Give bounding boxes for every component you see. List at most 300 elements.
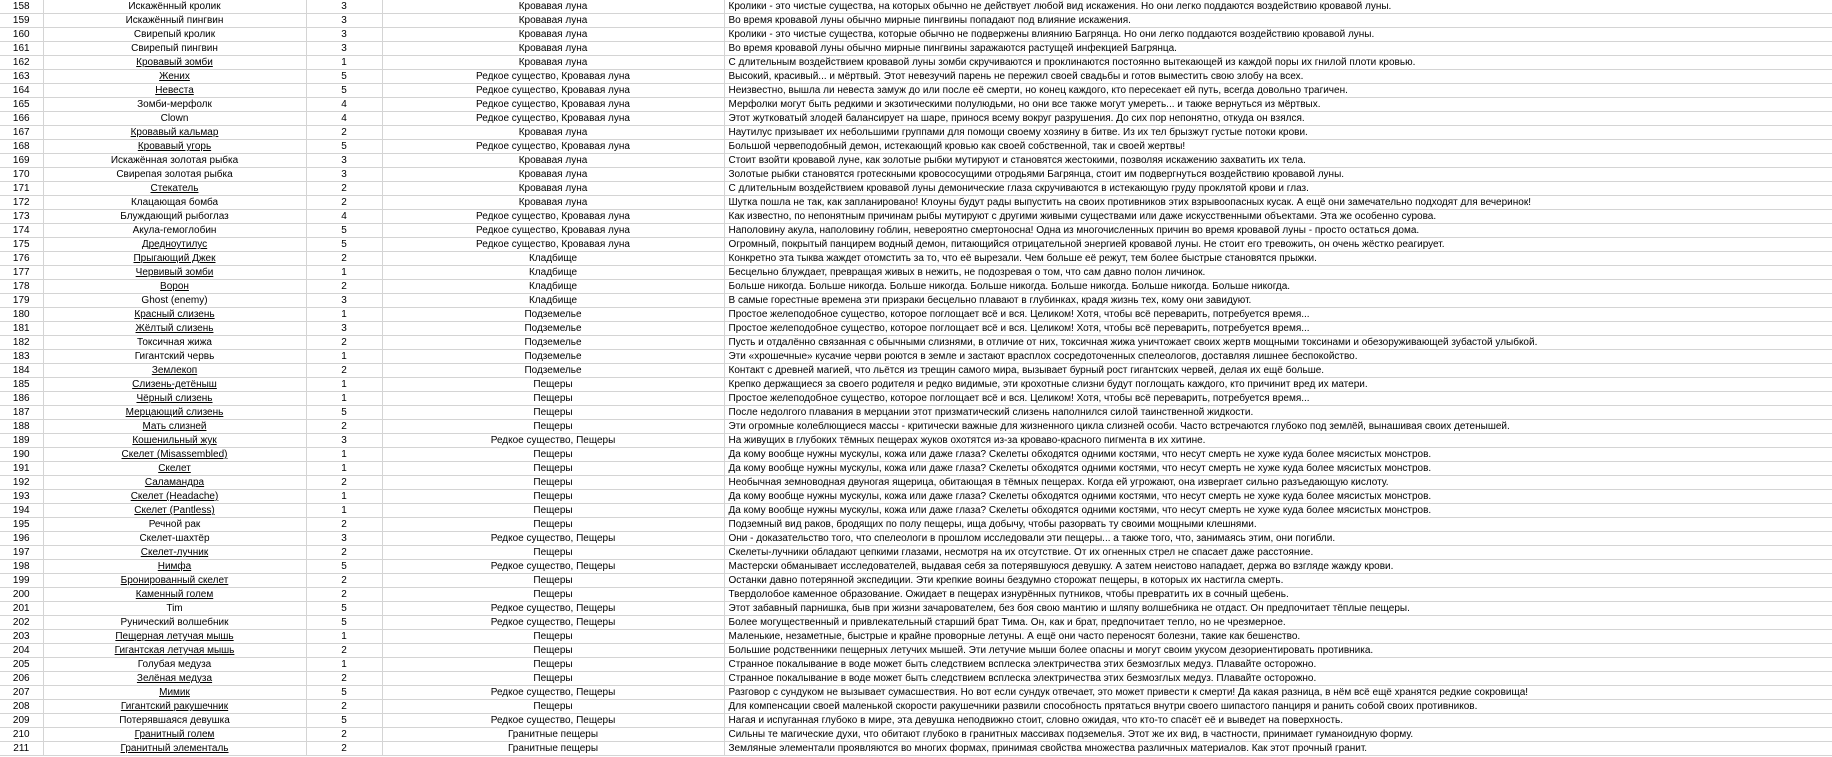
creature-name-cell[interactable] bbox=[43, 378, 306, 392]
creature-name-cell[interactable] bbox=[43, 420, 306, 434]
tier-cell[interactable]: 2 bbox=[306, 518, 382, 532]
creature-name-cell[interactable]: Речной рак bbox=[43, 518, 306, 532]
creature-name-cell[interactable] bbox=[43, 686, 306, 700]
row-id-cell[interactable]: 168 bbox=[0, 140, 43, 154]
creature-name-cell[interactable] bbox=[43, 504, 306, 518]
description-cell[interactable]: Простое желеподобное существо, которое поглощает всё и вся. Целиком! Хотя, чтобы всё переварить, потребуется время... bbox=[724, 392, 1832, 406]
creature-link[interactable]: Мимик bbox=[159, 687, 190, 698]
row-id-cell[interactable]: 205 bbox=[0, 658, 43, 672]
tier-cell[interactable]: 2 bbox=[306, 336, 382, 350]
tier-cell[interactable]: 1 bbox=[306, 490, 382, 504]
tier-cell[interactable]: 1 bbox=[306, 266, 382, 280]
creature-link[interactable]: Кровавый кальмар bbox=[130, 127, 219, 138]
creature-link[interactable]: Гигантский ракушечник bbox=[120, 701, 229, 712]
creature-link[interactable]: Скелет (Pantless) bbox=[134, 505, 215, 516]
description-cell[interactable]: Нагая и испуганная глубоко в мире, эта девушка неподвижно стоит, словно ожидая, что кто-то спасёт её и выведет на поверхность. bbox=[724, 714, 1832, 728]
row-id-cell[interactable]: 170 bbox=[0, 168, 43, 182]
biome-cell[interactable]: Пещеры bbox=[382, 476, 724, 490]
tier-cell[interactable]: 5 bbox=[306, 616, 382, 630]
creature-name-cell[interactable]: Потерявшаяся девушка bbox=[43, 714, 306, 728]
row-id-cell[interactable]: 175 bbox=[0, 238, 43, 252]
row-id-cell[interactable]: 185 bbox=[0, 378, 43, 392]
row-id-cell[interactable]: 186 bbox=[0, 392, 43, 406]
creature-name-cell[interactable]: Искажённая золотая рыбка bbox=[43, 154, 306, 168]
row-id-cell[interactable]: 173 bbox=[0, 210, 43, 224]
creature-link[interactable]: Слизень-детёныш bbox=[132, 379, 217, 390]
creature-name-cell[interactable] bbox=[43, 182, 306, 196]
biome-cell[interactable]: Пещеры bbox=[382, 504, 724, 518]
description-cell[interactable]: Конкретно эта тыква жаждет отомстить за то, что её вырезали. Чем больше её режут, тем более быстрые становятся прыжки. bbox=[724, 252, 1832, 266]
creature-name-cell[interactable] bbox=[43, 70, 306, 84]
biome-cell[interactable]: Кровавая луна bbox=[382, 196, 724, 210]
description-cell[interactable]: Да кому вообще нужны мускулы, кожа или даже глаза? Скелеты обходятся одними костями, что несут смерть не хуже куда более мясистых монстров. bbox=[724, 462, 1832, 476]
row-id-cell[interactable]: 196 bbox=[0, 532, 43, 546]
creature-link[interactable]: Мерцающий слизень bbox=[125, 407, 224, 418]
creature-name-cell[interactable] bbox=[43, 728, 306, 742]
creature-name-cell[interactable]: Гигантский червь bbox=[43, 350, 306, 364]
description-cell[interactable]: Бесцельно блуждает, превращая живых в нежить, не подозревая о том, что сам давно полон личинок. bbox=[724, 266, 1832, 280]
tier-cell[interactable]: 2 bbox=[306, 196, 382, 210]
biome-cell[interactable]: Редкое существо, Пещеры bbox=[382, 532, 724, 546]
creature-link[interactable]: Жених bbox=[159, 71, 190, 82]
creature-name-cell[interactable]: Клацающая бомба bbox=[43, 196, 306, 210]
description-cell[interactable]: Маленькие, незаметные, быстрые и крайне проворные летуны. А ещё они часто переносят болезни, такие как бешенство. bbox=[724, 630, 1832, 644]
biome-cell[interactable]: Пещеры bbox=[382, 518, 724, 532]
creature-name-cell[interactable] bbox=[43, 490, 306, 504]
biome-cell[interactable]: Кровавая луна bbox=[382, 182, 724, 196]
creature-link[interactable]: Кровавый угорь bbox=[137, 141, 212, 152]
description-cell[interactable]: Твердолобое каменное образование. Ожидает в пещерах изнурённых путников, чтобы превратить их в сочный щебень. bbox=[724, 588, 1832, 602]
tier-cell[interactable]: 3 bbox=[306, 154, 382, 168]
description-cell[interactable]: Разговор с сундуком не вызывает сумасшествия. Но вот если сундук отвечает, это может привести к смерти! Да какая разница, в нём всё ещё хранятся редкие сокровища! bbox=[724, 686, 1832, 700]
creature-name-cell[interactable] bbox=[43, 574, 306, 588]
creature-link[interactable]: Каменный голем bbox=[135, 589, 214, 600]
creature-name-cell[interactable] bbox=[43, 252, 306, 266]
tier-cell[interactable]: 2 bbox=[306, 252, 382, 266]
tier-cell[interactable]: 4 bbox=[306, 98, 382, 112]
description-cell[interactable]: Пусть и отдалённо связанная с обычными слизнями, в отличие от них, токсичная жижа уничтожает своих жертв мощными токсинами и обезоруживающей зубастой улыбкой. bbox=[724, 336, 1832, 350]
biome-cell[interactable]: Пещеры bbox=[382, 462, 724, 476]
tier-cell[interactable]: 5 bbox=[306, 560, 382, 574]
row-id-cell[interactable]: 188 bbox=[0, 420, 43, 434]
tier-cell[interactable]: 3 bbox=[306, 42, 382, 56]
description-cell[interactable]: Неизвестно, вышла ли невеста замуж до или после её смерти, но конец каждого, кто пересекает ей путь, всегда довольно трагичен. bbox=[724, 84, 1832, 98]
creature-name-cell[interactable]: Свирепый пингвин bbox=[43, 42, 306, 56]
biome-cell[interactable]: Кровавая луна bbox=[382, 126, 724, 140]
creature-name-cell[interactable] bbox=[43, 462, 306, 476]
biome-cell[interactable]: Подземелье bbox=[382, 322, 724, 336]
biome-cell[interactable]: Пещеры bbox=[382, 490, 724, 504]
tier-cell[interactable]: 1 bbox=[306, 392, 382, 406]
row-id-cell[interactable]: 166 bbox=[0, 112, 43, 126]
row-id-cell[interactable]: 159 bbox=[0, 14, 43, 28]
biome-cell[interactable]: Пещеры bbox=[382, 700, 724, 714]
creature-name-cell[interactable]: Свирепая золотая рыбка bbox=[43, 168, 306, 182]
creature-link[interactable]: Скелет bbox=[158, 463, 191, 474]
tier-cell[interactable]: 1 bbox=[306, 504, 382, 518]
row-id-cell[interactable]: 174 bbox=[0, 224, 43, 238]
biome-cell[interactable]: Пещеры bbox=[382, 420, 724, 434]
creature-name-cell[interactable]: Акула-гемоглобин bbox=[43, 224, 306, 238]
biome-cell[interactable]: Пещеры bbox=[382, 378, 724, 392]
biome-cell[interactable]: Кровавая луна bbox=[382, 154, 724, 168]
creature-name-cell[interactable] bbox=[43, 308, 306, 322]
description-cell[interactable]: Подземный вид раков, бродящих по полу пещеры, ища добычу, чтобы разорвать ту своими мощными клешнями. bbox=[724, 518, 1832, 532]
creature-name-cell[interactable]: Ghost (enemy) bbox=[43, 294, 306, 308]
tier-cell[interactable]: 3 bbox=[306, 434, 382, 448]
creature-name-cell[interactable] bbox=[43, 434, 306, 448]
creature-name-cell[interactable]: Рунический волшебник bbox=[43, 616, 306, 630]
description-cell[interactable]: Золотые рыбки становятся гротескными кровососущими отродьями Багрянца, стоит им подвергнуться воздействию кровавой луны. bbox=[724, 168, 1832, 182]
row-id-cell[interactable]: 180 bbox=[0, 308, 43, 322]
tier-cell[interactable]: 3 bbox=[306, 294, 382, 308]
row-id-cell[interactable]: 163 bbox=[0, 70, 43, 84]
row-id-cell[interactable]: 169 bbox=[0, 154, 43, 168]
row-id-cell[interactable]: 191 bbox=[0, 462, 43, 476]
biome-cell[interactable]: Редкое существо, Кровавая луна bbox=[382, 98, 724, 112]
creature-link[interactable]: Червивый зомби bbox=[135, 267, 214, 278]
creature-link[interactable]: Бронированный скелет bbox=[120, 575, 229, 586]
creature-link[interactable]: Скелет (Misassembled) bbox=[121, 449, 228, 460]
description-cell[interactable]: Большие родственники пещерных летучих мышей. Эти летучие мыши более опасны и могут своим укусом дезориентировать противника. bbox=[724, 644, 1832, 658]
row-id-cell[interactable]: 209 bbox=[0, 714, 43, 728]
row-id-cell[interactable]: 171 bbox=[0, 182, 43, 196]
tier-cell[interactable]: 2 bbox=[306, 182, 382, 196]
description-cell[interactable]: Да кому вообще нужны мускулы, кожа или даже глаза? Скелеты обходятся одними костями, что несут смерть не хуже куда более мясистых монстров. bbox=[724, 490, 1832, 504]
creature-link[interactable]: Мать слизней bbox=[142, 421, 207, 432]
description-cell[interactable]: В самые горестные времена эти призраки бесцельно плавают в глубинках, крадя жизнь тех, кому они завидуют. bbox=[724, 294, 1832, 308]
tier-cell[interactable]: 3 bbox=[306, 0, 382, 14]
description-cell[interactable]: Простое желеподобное существо, которое поглощает всё и вся. Целиком! Хотя, чтобы всё переварить, потребуется время... bbox=[724, 322, 1832, 336]
tier-cell[interactable]: 5 bbox=[306, 602, 382, 616]
description-cell[interactable]: С длительным воздействием кровавой луны зомби скручиваются и проклинаются постоянно вытекающей из каждой поры их гнилой плоти кровью. bbox=[724, 56, 1832, 70]
biome-cell[interactable]: Подземелье bbox=[382, 350, 724, 364]
creature-link[interactable]: Чёрный слизень bbox=[136, 393, 213, 404]
description-cell[interactable]: Больше никогда. Больше никогда. Больше никогда. Больше никогда. Больше никогда. Больше никогда. Больше никогда. bbox=[724, 280, 1832, 294]
biome-cell[interactable]: Подземелье bbox=[382, 336, 724, 350]
creature-link[interactable]: Гигантская летучая мышь bbox=[114, 645, 235, 656]
creature-name-cell[interactable] bbox=[43, 280, 306, 294]
row-id-cell[interactable]: 177 bbox=[0, 266, 43, 280]
creature-link[interactable]: Кошенильный жук bbox=[132, 435, 217, 446]
tier-cell[interactable]: 2 bbox=[306, 742, 382, 756]
row-id-cell[interactable]: 202 bbox=[0, 616, 43, 630]
biome-cell[interactable]: Редкое существо, Пещеры bbox=[382, 560, 724, 574]
row-id-cell[interactable]: 182 bbox=[0, 336, 43, 350]
creature-name-cell[interactable] bbox=[43, 364, 306, 378]
biome-cell[interactable]: Редкое существо, Кровавая луна bbox=[382, 210, 724, 224]
creature-link[interactable]: Дредноутилус bbox=[141, 239, 208, 250]
row-id-cell[interactable]: 189 bbox=[0, 434, 43, 448]
row-id-cell[interactable]: 208 bbox=[0, 700, 43, 714]
description-cell[interactable]: Странное покалывание в воде может быть следствием всплеска электричества этих безмозглых медуз. Плавайте осторожно. bbox=[724, 672, 1832, 686]
creature-name-cell[interactable] bbox=[43, 742, 306, 756]
description-cell[interactable]: Останки давно потерянной экспедиции. Эти крепкие воины бездумно сторожат пещеры, в которых их настигла смерть. bbox=[724, 574, 1832, 588]
creature-name-cell[interactable] bbox=[43, 56, 306, 70]
description-cell[interactable]: Большой червеподобный демон, истекающий кровью как своей собственной, так и своей жертвы! bbox=[724, 140, 1832, 154]
tier-cell[interactable]: 5 bbox=[306, 224, 382, 238]
row-id-cell[interactable]: 207 bbox=[0, 686, 43, 700]
tier-cell[interactable]: 1 bbox=[306, 56, 382, 70]
creature-name-cell[interactable] bbox=[43, 322, 306, 336]
creature-link[interactable]: Скелет-лучник bbox=[140, 547, 209, 558]
row-id-cell[interactable]: 172 bbox=[0, 196, 43, 210]
row-id-cell[interactable]: 164 bbox=[0, 84, 43, 98]
biome-cell[interactable]: Кровавая луна bbox=[382, 14, 724, 28]
creature-name-cell[interactable] bbox=[43, 140, 306, 154]
row-id-cell[interactable]: 195 bbox=[0, 518, 43, 532]
description-cell[interactable]: Шутка пошла не так, как запланировано! Клоуны будут рады выпустить на своих противников этих взрывоопасных кусак. А ещё они замечательно подходят для вечеринок! bbox=[724, 196, 1832, 210]
biome-cell[interactable]: Пещеры bbox=[382, 448, 724, 462]
row-id-cell[interactable]: 187 bbox=[0, 406, 43, 420]
creature-name-cell[interactable]: Искажённый пингвин bbox=[43, 14, 306, 28]
creature-name-cell[interactable] bbox=[43, 448, 306, 462]
description-cell[interactable]: Высокий, красивый... и мёртвый. Этот невезучий парень не пережил своей свадьбы и готов выместить свою злобу на всех. bbox=[724, 70, 1832, 84]
tier-cell[interactable]: 2 bbox=[306, 420, 382, 434]
tier-cell[interactable]: 2 bbox=[306, 476, 382, 490]
biome-cell[interactable]: Редкое существо, Пещеры bbox=[382, 602, 724, 616]
biome-cell[interactable]: Редкое существо, Кровавая луна bbox=[382, 70, 724, 84]
creature-link[interactable]: Землекоп bbox=[151, 365, 198, 376]
row-id-cell[interactable]: 184 bbox=[0, 364, 43, 378]
creature-name-cell[interactable]: Clown bbox=[43, 112, 306, 126]
creature-name-cell[interactable] bbox=[43, 392, 306, 406]
tier-cell[interactable]: 2 bbox=[306, 672, 382, 686]
creature-name-cell[interactable] bbox=[43, 238, 306, 252]
description-cell[interactable]: Огромный, покрытый панцирем водный демон, питающийся отрицательной энергией кровавой луны. Не стоит его тревожить, он очень жёстко реагирует. bbox=[724, 238, 1832, 252]
biome-cell[interactable]: Редкое существо, Кровавая луна bbox=[382, 140, 724, 154]
row-id-cell[interactable]: 193 bbox=[0, 490, 43, 504]
description-cell[interactable]: Да кому вообще нужны мускулы, кожа или даже глаза? Скелеты обходятся одними костями, что несут смерть не хуже куда более мясистых монстров. bbox=[724, 448, 1832, 462]
row-id-cell[interactable]: 165 bbox=[0, 98, 43, 112]
tier-cell[interactable]: 1 bbox=[306, 462, 382, 476]
row-id-cell[interactable]: 194 bbox=[0, 504, 43, 518]
row-id-cell[interactable]: 181 bbox=[0, 322, 43, 336]
creature-name-cell[interactable] bbox=[43, 630, 306, 644]
description-cell[interactable]: Мерфолки могут быть редкими и экзотическими полулюдьми, но они все также могут умереть... и также вернуться из мёртвых. bbox=[724, 98, 1832, 112]
row-id-cell[interactable]: 179 bbox=[0, 294, 43, 308]
biome-cell[interactable]: Редкое существо, Кровавая луна bbox=[382, 238, 724, 252]
description-cell[interactable]: Да кому вообще нужны мускулы, кожа или даже глаза? Скелеты обходятся одними костями, что несут смерть не хуже куда более мясистых монстров. bbox=[724, 504, 1832, 518]
biome-cell[interactable]: Подземелье bbox=[382, 308, 724, 322]
creature-link[interactable]: Жёлтый слизень bbox=[135, 323, 214, 334]
biome-cell[interactable]: Пещеры bbox=[382, 406, 724, 420]
biome-cell[interactable]: Пещеры bbox=[382, 644, 724, 658]
tier-cell[interactable]: 2 bbox=[306, 574, 382, 588]
tier-cell[interactable]: 1 bbox=[306, 448, 382, 462]
biome-cell[interactable]: Пещеры bbox=[382, 588, 724, 602]
row-id-cell[interactable]: 178 bbox=[0, 280, 43, 294]
row-id-cell[interactable]: 199 bbox=[0, 574, 43, 588]
tier-cell[interactable]: 5 bbox=[306, 714, 382, 728]
tier-cell[interactable]: 1 bbox=[306, 378, 382, 392]
creature-name-cell[interactable] bbox=[43, 644, 306, 658]
description-cell[interactable]: Странное покалывание в воде может быть следствием всплеска электричества этих безмозглых медуз. Плавайте осторожно. bbox=[724, 658, 1832, 672]
creature-name-cell[interactable] bbox=[43, 588, 306, 602]
creature-name-cell[interactable] bbox=[43, 560, 306, 574]
biome-cell[interactable]: Гранитные пещеры bbox=[382, 728, 724, 742]
description-cell[interactable]: Скелеты-лучники обладают цепкими глазами, несмотря на их отсутствие. От их огненных стрел не спасает даже расстояние. bbox=[724, 546, 1832, 560]
row-id-cell[interactable]: 158 bbox=[0, 0, 43, 14]
row-id-cell[interactable]: 210 bbox=[0, 728, 43, 742]
creature-link[interactable]: Красный слизень bbox=[134, 309, 215, 320]
tier-cell[interactable]: 2 bbox=[306, 728, 382, 742]
tier-cell[interactable]: 2 bbox=[306, 700, 382, 714]
row-id-cell[interactable]: 190 bbox=[0, 448, 43, 462]
row-id-cell[interactable]: 206 bbox=[0, 672, 43, 686]
creature-link[interactable]: Скелет (Headache) bbox=[130, 491, 219, 502]
row-id-cell[interactable]: 198 bbox=[0, 560, 43, 574]
biome-cell[interactable]: Пещеры bbox=[382, 392, 724, 406]
description-cell[interactable]: Эти огромные колеблющиеся массы - критически важные для жизненного цикла слизней особи. Часто встречаются глубоко под землёй, вынашивая своих детенышей. bbox=[724, 420, 1832, 434]
row-id-cell[interactable]: 162 bbox=[0, 56, 43, 70]
biome-cell[interactable]: Кровавая луна bbox=[382, 0, 724, 14]
creature-link[interactable]: Нимфа bbox=[157, 561, 192, 572]
tier-cell[interactable]: 5 bbox=[306, 686, 382, 700]
description-cell[interactable]: Земляные элементали проявляются во многих формах, принимая свойства множества различных материалов. Как этот прочный гранит. bbox=[724, 742, 1832, 756]
biome-cell[interactable]: Редкое существо, Пещеры bbox=[382, 616, 724, 630]
description-cell[interactable]: Стоит взойти кровавой луне, как золотые рыбки мутируют и становятся жестокими, позволяя искажению захватить их тела. bbox=[724, 154, 1832, 168]
description-cell[interactable]: Наполовину акула, наполовину гоблин, невероятно смертоносна! Одна из многочисленных причин во время кровавой луны - просто остаться дома. bbox=[724, 224, 1832, 238]
creature-link[interactable]: Саламандра bbox=[144, 477, 205, 488]
creature-name-cell[interactable]: Скелет-шахтёр bbox=[43, 532, 306, 546]
creature-link[interactable]: Пещерная летучая мышь bbox=[115, 631, 234, 642]
creature-link[interactable]: Ворон bbox=[160, 281, 189, 292]
biome-cell[interactable]: Редкое существо, Кровавая луна bbox=[382, 112, 724, 126]
description-cell[interactable]: Кролики - это чистые существа, на которых обычно не действует любой вид искажения. Но они легко поддаются воздействию кровавой луны. bbox=[724, 0, 1832, 14]
row-id-cell[interactable]: 161 bbox=[0, 42, 43, 56]
tier-cell[interactable]: 5 bbox=[306, 84, 382, 98]
description-cell[interactable]: Сильны те магические духи, что обитают глубоко в гранитных массивах подземелья. Этот же их вид, в частности, принимает гуманоидную форму. bbox=[724, 728, 1832, 742]
biome-cell[interactable]: Кладбище bbox=[382, 280, 724, 294]
tier-cell[interactable]: 5 bbox=[306, 406, 382, 420]
description-cell[interactable]: Необычная земноводная двуногая ящерица, обитающая в тёмных пещерах. Когда ей угрожают, она извергает сильно разъедающую кислоту. bbox=[724, 476, 1832, 490]
tier-cell[interactable]: 3 bbox=[306, 532, 382, 546]
creature-link[interactable]: Гранитный голем bbox=[134, 729, 215, 740]
creature-name-cell[interactable]: Голубая медуза bbox=[43, 658, 306, 672]
creature-name-cell[interactable] bbox=[43, 700, 306, 714]
tier-cell[interactable]: 5 bbox=[306, 70, 382, 84]
row-id-cell[interactable]: 167 bbox=[0, 126, 43, 140]
row-id-cell[interactable]: 176 bbox=[0, 252, 43, 266]
tier-cell[interactable]: 2 bbox=[306, 644, 382, 658]
creature-link[interactable]: Стекатель bbox=[150, 183, 199, 194]
row-id-cell[interactable]: 203 bbox=[0, 630, 43, 644]
biome-cell[interactable]: Пещеры bbox=[382, 658, 724, 672]
biome-cell[interactable]: Кладбище bbox=[382, 294, 724, 308]
tier-cell[interactable]: 4 bbox=[306, 210, 382, 224]
description-cell[interactable]: Как известно, по непонятным причинам рыбы мутируют с другими живыми существами или даже искусственными объектами. Эта же особенно сурова. bbox=[724, 210, 1832, 224]
biome-cell[interactable]: Кровавая луна bbox=[382, 28, 724, 42]
biome-cell[interactable]: Пещеры bbox=[382, 630, 724, 644]
tier-cell[interactable]: 1 bbox=[306, 350, 382, 364]
biome-cell[interactable]: Кладбище bbox=[382, 252, 724, 266]
creature-name-cell[interactable]: Tim bbox=[43, 602, 306, 616]
tier-cell[interactable]: 1 bbox=[306, 658, 382, 672]
tier-cell[interactable]: 5 bbox=[306, 140, 382, 154]
tier-cell[interactable]: 1 bbox=[306, 308, 382, 322]
description-cell[interactable]: Наутилус призывает их небольшими группами для помощи своему хозяину в битве. Из их тел брызжут густые потоки крови. bbox=[724, 126, 1832, 140]
tier-cell[interactable]: 4 bbox=[306, 112, 382, 126]
biome-cell[interactable]: Редкое существо, Кровавая луна bbox=[382, 224, 724, 238]
creature-name-cell[interactable]: Искажённый кролик bbox=[43, 0, 306, 14]
tier-cell[interactable]: 3 bbox=[306, 322, 382, 336]
tier-cell[interactable]: 2 bbox=[306, 588, 382, 602]
biome-cell[interactable]: Пещеры bbox=[382, 546, 724, 560]
row-id-cell[interactable]: 211 bbox=[0, 742, 43, 756]
row-id-cell[interactable]: 204 bbox=[0, 644, 43, 658]
tier-cell[interactable]: 3 bbox=[306, 14, 382, 28]
creature-name-cell[interactable]: Блуждающий рыбоглаз bbox=[43, 210, 306, 224]
description-cell[interactable]: Более могущественный и привлекательный старший брат Тима. Он, как и брат, предпочитает тепло, но не чрезмерное. bbox=[724, 616, 1832, 630]
tier-cell[interactable]: 2 bbox=[306, 546, 382, 560]
tier-cell[interactable]: 3 bbox=[306, 28, 382, 42]
description-cell[interactable]: Этот жутковатый злодей балансирует на шаре, принося всему вокруг разрушения. До сих пор непонятно, откуда он взялся. bbox=[724, 112, 1832, 126]
description-cell[interactable]: Во время кровавой луны обычно мирные пингвины попадают под влияние искажения. bbox=[724, 14, 1832, 28]
row-id-cell[interactable]: 192 bbox=[0, 476, 43, 490]
description-cell[interactable]: Кролики - это чистые существа, которые обычно не подвержены влиянию Багрянца. Но они легко поддаются воздействию кровавой луны. bbox=[724, 28, 1832, 42]
row-id-cell[interactable]: 200 bbox=[0, 588, 43, 602]
description-cell[interactable]: На живущих в глубоких тёмных пещерах жуков охотятся из-за кроваво-красного пигмента в их хитине. bbox=[724, 434, 1832, 448]
biome-cell[interactable]: Редкое существо, Пещеры bbox=[382, 434, 724, 448]
biome-cell[interactable]: Кладбище bbox=[382, 266, 724, 280]
creature-name-cell[interactable]: Токсичная жижа bbox=[43, 336, 306, 350]
tier-cell[interactable]: 3 bbox=[306, 168, 382, 182]
creature-name-cell[interactable] bbox=[43, 84, 306, 98]
description-cell[interactable]: Они - доказательство того, что спелеологи в прошлом исследовали эти пещеры... а также того, что, занимаясь этим, они погибли. bbox=[724, 532, 1832, 546]
creature-name-cell[interactable]: Свирепый кролик bbox=[43, 28, 306, 42]
creature-link[interactable]: Невеста bbox=[155, 85, 194, 96]
tier-cell[interactable]: 2 bbox=[306, 364, 382, 378]
biome-cell[interactable]: Редкое существо, Пещеры bbox=[382, 714, 724, 728]
creature-name-cell[interactable] bbox=[43, 266, 306, 280]
biome-cell[interactable]: Редкое существо, Кровавая луна bbox=[382, 84, 724, 98]
tier-cell[interactable]: 2 bbox=[306, 280, 382, 294]
tier-cell[interactable]: 2 bbox=[306, 126, 382, 140]
description-cell[interactable]: Простое желеподобное существо, которое поглощает всё и вся. Целиком! Хотя, чтобы всё переварить, потребуется время... bbox=[724, 308, 1832, 322]
description-cell[interactable]: С длительным воздействием кровавой луны демонические глаза скручиваются в истекающую груду проклятой крови и глаз. bbox=[724, 182, 1832, 196]
creature-link[interactable]: Зелёная медуза bbox=[136, 673, 213, 684]
biome-cell[interactable]: Редкое существо, Пещеры bbox=[382, 686, 724, 700]
creature-name-cell[interactable] bbox=[43, 672, 306, 686]
row-id-cell[interactable]: 201 bbox=[0, 602, 43, 616]
biome-cell[interactable]: Кровавая луна bbox=[382, 168, 724, 182]
creature-name-cell[interactable] bbox=[43, 476, 306, 490]
description-cell[interactable]: Мастерски обманывает исследователей, выдавая себя за потерявшуюся девушку. А затем неистово нападает, держа во взгляде жажду крови. bbox=[724, 560, 1832, 574]
creature-link[interactable]: Прыгающий Джек bbox=[133, 253, 216, 264]
creature-name-cell[interactable]: Зомби-мерфолк bbox=[43, 98, 306, 112]
creature-name-cell[interactable] bbox=[43, 126, 306, 140]
biome-cell[interactable]: Гранитные пещеры bbox=[382, 742, 724, 756]
description-cell[interactable]: Во время кровавой луны обычно мирные пингвины заражаются растущей инфекцией Багрянца. bbox=[724, 42, 1832, 56]
biome-cell[interactable]: Пещеры bbox=[382, 672, 724, 686]
biome-cell[interactable]: Кровавая луна bbox=[382, 56, 724, 70]
description-cell[interactable]: Контакт с древней магией, что льётся из трещин самого мира, вызывает бурный рост гигантских червей, делая их ещё больше. bbox=[724, 364, 1832, 378]
description-cell[interactable]: Для компенсации своей маленькой скорости ракушечники развили способность прятаться внутри своего шипастого панциря и ранить собой своих противников. bbox=[724, 700, 1832, 714]
creature-link[interactable]: Гранитный элементаль bbox=[120, 743, 229, 754]
biome-cell[interactable]: Подземелье bbox=[382, 364, 724, 378]
description-cell[interactable]: После недолгого плавания в мерцании этот призматический слизень наполнился силой таинственной жидкости. bbox=[724, 406, 1832, 420]
row-id-cell[interactable]: 183 bbox=[0, 350, 43, 364]
creature-name-cell[interactable] bbox=[43, 406, 306, 420]
row-id-cell[interactable]: 160 bbox=[0, 28, 43, 42]
creature-name-cell[interactable] bbox=[43, 546, 306, 560]
row-id-cell[interactable]: 197 bbox=[0, 546, 43, 560]
description-cell[interactable]: Крепко держащиеся за своего родителя и редко видимые, эти крохотные слизни будут поглощать каждого, кто причинит вред их матери. bbox=[724, 378, 1832, 392]
description-cell[interactable]: Этот забавный парнишка, быв при жизни зачарователем, без боя свою мантию и шляпу волшебника не отдаст. Он предпочитает тёплые пещеры. bbox=[724, 602, 1832, 616]
biome-cell[interactable]: Пещеры bbox=[382, 574, 724, 588]
description-cell[interactable]: Эти «хрошечные» кусачие черви роются в земле и застают врасплох сосредоточенных спелеологов, доставляя лишнее беспокойство. bbox=[724, 350, 1832, 364]
